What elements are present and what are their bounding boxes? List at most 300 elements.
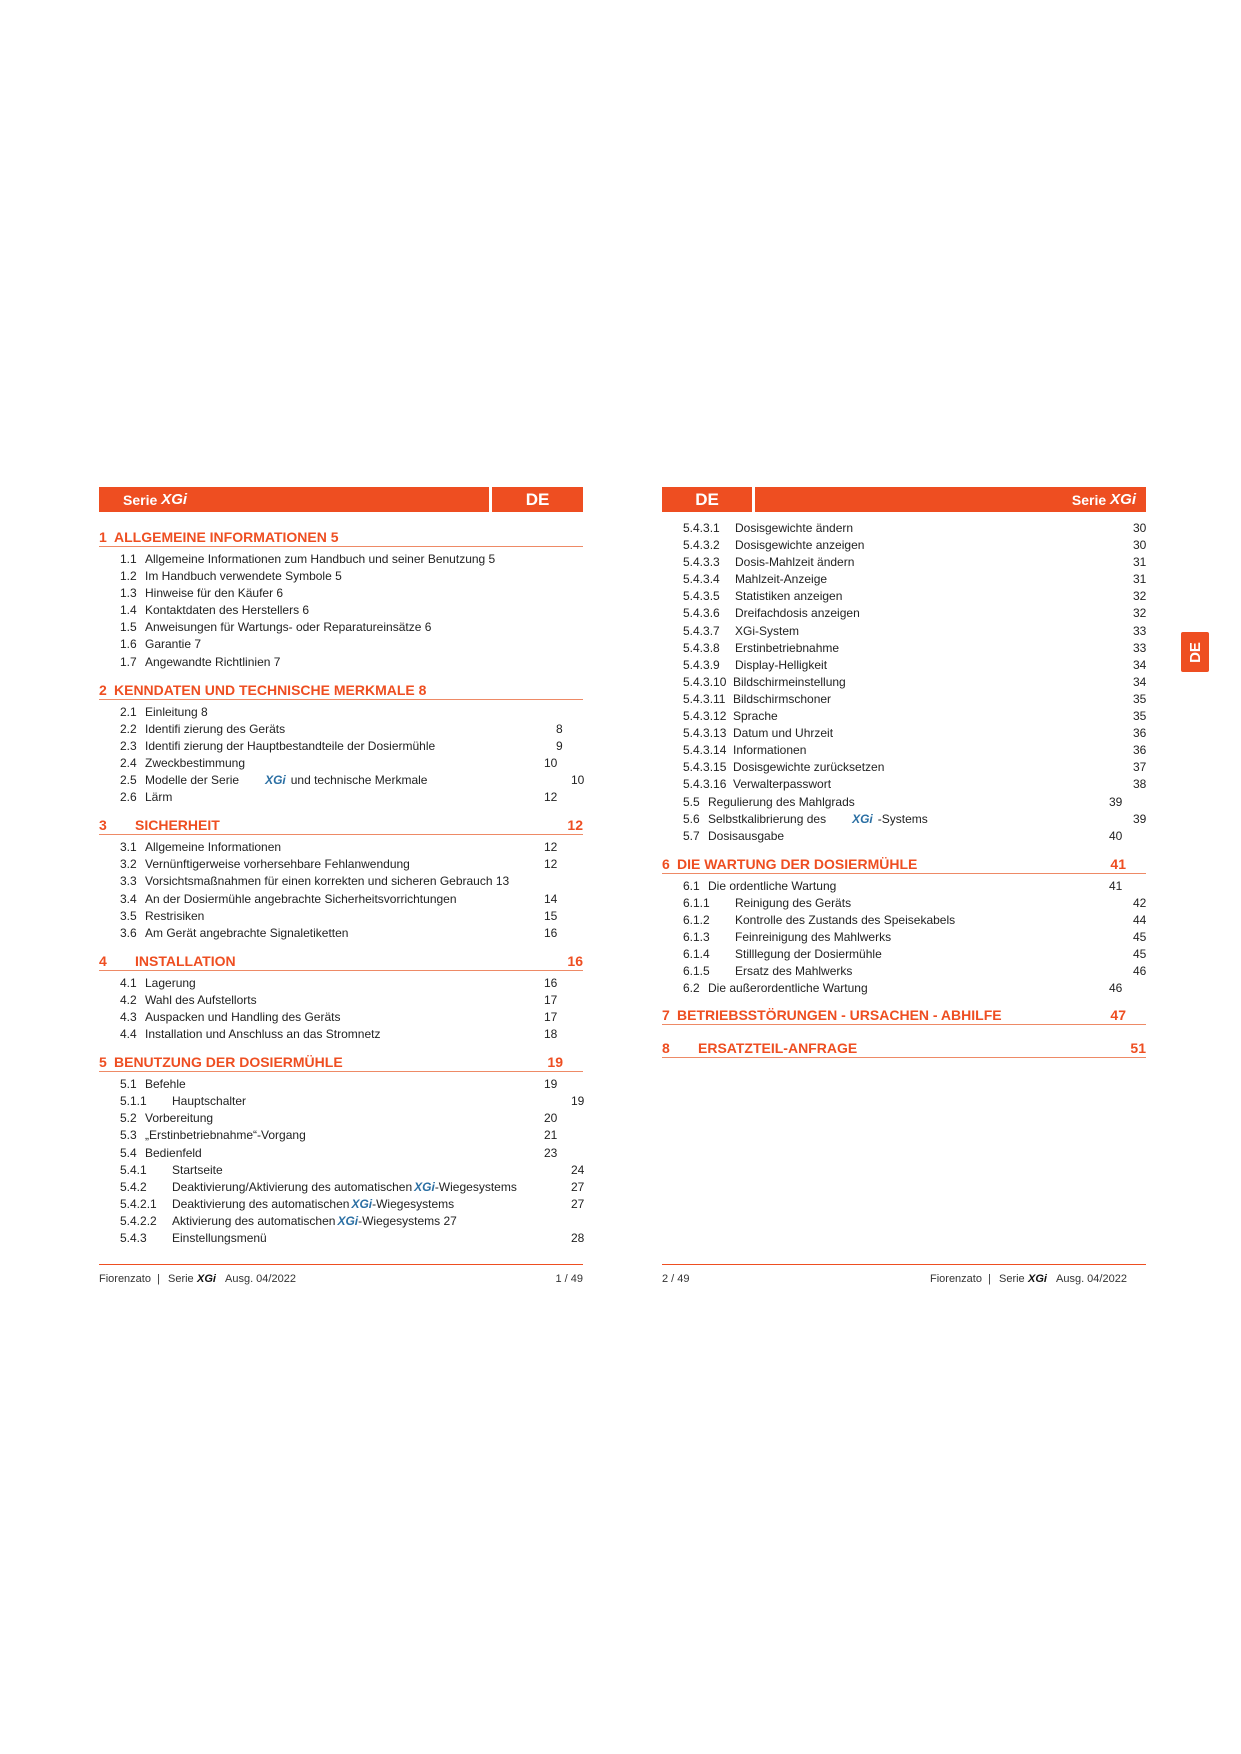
toc-entry[interactable]	[99, 856, 583, 873]
language-code: DE	[525, 489, 550, 509]
entry-page-number: 36	[1133, 743, 1147, 758]
section-entries	[99, 975, 583, 1043]
entry-number: 3.1	[120, 840, 137, 855]
toc-entry[interactable]	[662, 929, 1146, 946]
toc-entry[interactable]	[99, 789, 583, 806]
section-number: 2	[99, 681, 107, 698]
toc-entry[interactable]	[99, 1179, 583, 1196]
entry-text: Auspacken und Handling des Geräts	[145, 1009, 341, 1024]
toc-entry[interactable]	[99, 1213, 583, 1230]
language-side-tab	[1181, 632, 1209, 672]
entry-title	[172, 1214, 457, 1228]
entry-text: Lagerung	[145, 975, 196, 990]
entry-number: 5.6	[683, 811, 700, 826]
toc-entry[interactable]	[99, 1110, 583, 1127]
entry-title	[733, 726, 833, 740]
entry-number: 5.1	[120, 1077, 137, 1092]
entry-text: XGi-System	[735, 623, 800, 638]
entry-number: 5.3	[120, 1128, 137, 1143]
page-header	[99, 487, 583, 512]
entry-title	[735, 624, 799, 638]
entry-page-number: 34	[1133, 657, 1147, 672]
entry-text: Kontaktdaten des Herstellers 6	[145, 603, 310, 618]
entry-title	[145, 790, 172, 804]
toc-entry[interactable]	[662, 605, 1146, 622]
entry-text: Am Gerät angebrachte Signaletiketten	[145, 925, 349, 940]
entry-page-number: 8	[556, 721, 563, 736]
entry-number: 4.1	[120, 975, 137, 990]
entry-text: Lärm	[145, 790, 173, 805]
entry-title	[172, 1180, 517, 1194]
entry-title	[733, 743, 806, 757]
entry-title	[735, 521, 853, 535]
toc-entry[interactable]	[662, 776, 1146, 793]
entry-number: 5.4.3.2	[683, 538, 720, 553]
toc-entry[interactable]	[99, 839, 583, 856]
toc-entry[interactable]	[99, 654, 583, 671]
footer-separator: |	[988, 1273, 991, 1285]
section-heading[interactable]	[99, 1052, 583, 1072]
toc-entry[interactable]	[662, 708, 1146, 725]
toc-entry[interactable]	[662, 571, 1146, 588]
entry-text: Dosisgewichte anzeigen	[735, 538, 865, 553]
entry-title	[735, 913, 955, 927]
toc-entry[interactable]	[662, 623, 1146, 640]
toc-entry[interactable]	[99, 1009, 583, 1026]
entry-number: 4.2	[120, 992, 137, 1007]
entry-number: 1.2	[120, 569, 137, 584]
entry-text: Hinweise für den Käufer 6	[145, 586, 284, 601]
entry-number: 6.1	[683, 878, 700, 893]
section-number: 7	[662, 1007, 670, 1024]
entry-title	[145, 892, 457, 906]
entry-number: 6.1.5	[683, 964, 710, 979]
footer-right	[662, 1264, 1146, 1289]
language-box	[492, 487, 583, 512]
entry-text: Vorbereitung	[145, 1111, 214, 1126]
entry-title	[145, 756, 245, 770]
entry-page-number: 32	[1133, 606, 1147, 621]
entry-text: Einstellungsmenü	[172, 1231, 267, 1245]
toc-entry[interactable]	[99, 975, 583, 992]
entry-title	[735, 606, 860, 620]
entry-text: Aktivierung des automatischen	[172, 1213, 336, 1228]
section-entries	[99, 704, 583, 807]
entry-page-number: 27	[571, 1179, 585, 1194]
inline-xgi-logo: XGi	[414, 1179, 435, 1194]
section-heading[interactable]	[99, 527, 583, 547]
entry-text-suffix: -Wiegesystems	[372, 1196, 455, 1211]
entry-number: 5.4.3.5	[683, 589, 720, 604]
entry-page-number: 12	[544, 840, 558, 855]
entry-page-number: 21	[544, 1128, 558, 1143]
entry-text: Bildschirmschoner	[733, 691, 832, 706]
entry-page-number: 38	[1133, 777, 1147, 792]
entry-text: Vorsichtsmaßnahmen für einen korrekten und sicheren Gebrauch 13	[145, 874, 510, 889]
entry-page-number: 45	[1133, 930, 1147, 945]
entry-text: Regulierung des Mahlgrads	[708, 794, 855, 809]
entry-page-number: 33	[1133, 640, 1147, 655]
entry-title	[172, 1163, 223, 1177]
entry-page-number: 35	[1133, 691, 1147, 706]
entry-number: 3.6	[120, 925, 137, 940]
footer-left	[99, 1264, 583, 1289]
inline-xgi-logo: XGi	[852, 811, 873, 826]
entry-number: 5.4.2.2	[120, 1213, 157, 1228]
toc-entry[interactable]	[99, 738, 583, 755]
entry-title	[145, 569, 342, 583]
entry-title	[735, 658, 827, 672]
section-page-number: 41	[1110, 855, 1126, 872]
entry-number: 5.4.3.12	[683, 709, 727, 724]
entry-page-number: 37	[1133, 760, 1147, 775]
toc-entry[interactable]	[99, 1093, 583, 1110]
section-entries	[99, 551, 583, 671]
toc-entry[interactable]	[662, 520, 1146, 537]
toc-entry[interactable]	[662, 794, 1146, 811]
entry-text: Identifi zierung der Hauptbestandteile der Dosiermühle	[145, 738, 436, 753]
toc-entry[interactable]	[662, 657, 1146, 674]
entry-number: 2.2	[120, 721, 137, 736]
entry-page-number: 10	[571, 773, 585, 788]
section-heading[interactable]	[99, 680, 583, 700]
entry-title	[145, 1111, 213, 1125]
section-page-number: 19	[547, 1054, 563, 1071]
entry-text: Wahl des Aufstellorts	[145, 992, 257, 1007]
entry-page-number: 28	[571, 1231, 585, 1245]
entry-page-number: 44	[1133, 912, 1147, 927]
footer-xgi-logo: XGi	[1028, 1273, 1047, 1285]
toc-entry[interactable]	[99, 755, 583, 772]
footer-page-number: 1 / 49	[555, 1273, 583, 1285]
entry-page-number: 42	[1133, 895, 1147, 910]
entry-page-number: 14	[544, 891, 558, 906]
entry-title	[145, 1128, 306, 1142]
toc-entry[interactable]	[662, 946, 1146, 963]
toc-entry[interactable]	[99, 1230, 583, 1247]
entry-text: Informationen	[733, 743, 807, 758]
entry-text: Angewandte Richtlinien 7	[145, 654, 281, 669]
language-box	[662, 487, 752, 512]
entry-text: Reinigung des Geräts	[735, 895, 852, 910]
entry-text: Restrisiken	[145, 908, 205, 923]
footer-separator: |	[157, 1273, 160, 1285]
toc-entry[interactable]	[662, 980, 1146, 997]
section-title: KENNDATEN UND TECHNISCHE MERKMALE 8	[114, 681, 427, 698]
series-label: Serie	[123, 491, 158, 508]
page-header	[662, 487, 1146, 512]
entry-page-number: 17	[544, 1009, 558, 1024]
toc-entry[interactable]	[99, 619, 583, 636]
toc-entry[interactable]	[662, 554, 1146, 571]
toc-entry[interactable]	[99, 1026, 583, 1043]
entry-text: Bildschirmeinstellung	[733, 674, 846, 689]
toc-page-right	[662, 487, 1146, 1062]
toc-entry[interactable]	[99, 704, 583, 721]
entry-number: 5.1.1	[120, 1094, 147, 1109]
entry-number: 4.4	[120, 1027, 137, 1042]
entry-title	[145, 1146, 202, 1160]
toc-entry[interactable]	[99, 551, 583, 568]
entry-page-number: 32	[1133, 589, 1147, 604]
entry-page-number: 19	[571, 1094, 585, 1109]
entry-title	[733, 760, 884, 774]
section-entries	[99, 1076, 583, 1247]
entry-text: Identifi zierung des Geräts	[145, 721, 286, 736]
toc-entry[interactable]	[99, 1162, 583, 1179]
section-title: SICHERHEIT	[135, 817, 220, 834]
inline-xgi-logo: XGi	[265, 773, 286, 788]
entry-title	[708, 879, 836, 893]
entry-number: 5.4.1	[120, 1162, 147, 1177]
entry-number: 2.6	[120, 790, 137, 805]
entry-text: Erstinbetriebnahme	[735, 640, 840, 655]
toc-entry[interactable]	[99, 602, 583, 619]
entry-text: Bedienfeld	[145, 1145, 202, 1160]
entry-title	[735, 947, 882, 961]
section-title: DIE WARTUNG DER DOSIERMÜHLE	[677, 855, 918, 872]
section-heading[interactable]	[662, 854, 1146, 874]
toc-entry[interactable]	[662, 725, 1146, 742]
entry-text-suffix: und technische Merkmale	[290, 773, 428, 788]
entry-text-suffix: -Wiegesystems 27	[358, 1213, 457, 1228]
entry-number: 5.4.3.8	[683, 640, 720, 655]
toc-entry[interactable]	[662, 588, 1146, 605]
entry-text: Garantie 7	[145, 637, 202, 652]
entry-page-number: 15	[544, 908, 558, 923]
toc-entry[interactable]	[99, 772, 583, 789]
entry-title	[145, 637, 201, 651]
entry-text: Allgemeine Informationen	[145, 840, 282, 855]
entry-title	[733, 709, 778, 723]
footer-xgi-logo: XGi	[197, 1273, 216, 1285]
entry-text: Die außerordentliche Wartung	[708, 981, 868, 996]
entry-title	[735, 896, 851, 910]
entry-number: 2.3	[120, 738, 137, 753]
toc-entry[interactable]	[662, 691, 1146, 708]
entry-page-number: 30	[1133, 521, 1147, 535]
section-heading[interactable]	[662, 1005, 1146, 1025]
entry-title	[172, 1094, 246, 1108]
entry-number: 2.1	[120, 704, 137, 719]
entry-number: 5.4.3.6	[683, 606, 720, 621]
toc-entry[interactable]	[99, 891, 583, 908]
entry-number: 5.4.3	[120, 1231, 147, 1245]
entry-title	[145, 655, 280, 669]
entry-text: „Erstinbetriebnahme“-Vorgang	[145, 1128, 306, 1143]
entry-text: Im Handbuch verwendete Symbole 5	[145, 569, 342, 584]
entry-number: 5.4.3.1	[683, 521, 720, 535]
entry-text: Installation und Anschluss an das Stromnetz	[145, 1027, 381, 1042]
toc-entry[interactable]	[662, 759, 1146, 776]
entry-text: Stilllegung der Dosiermühle	[735, 947, 882, 962]
section-number: 8	[662, 1040, 670, 1057]
entry-number: 2.4	[120, 755, 137, 770]
entry-text: Startseite	[172, 1162, 223, 1177]
entry-title	[735, 538, 864, 552]
entry-text: Anweisungen für Wartungs- oder Reparatureinsätze 6	[145, 620, 432, 635]
entry-title	[145, 1010, 340, 1024]
section-title: BENUTZUNG DER DOSIERMÜHLE	[114, 1054, 343, 1071]
entry-title	[735, 964, 852, 978]
entry-page-number: 16	[544, 975, 558, 990]
toc-entry[interactable]	[662, 640, 1146, 657]
entry-text: Verwalterpasswort	[733, 777, 832, 792]
entry-text: Dosis-Mahlzeit ändern	[735, 555, 855, 570]
entry-title	[145, 857, 410, 871]
entry-number: 5.4.3.3	[683, 555, 720, 570]
entry-title	[145, 603, 309, 617]
inline-xgi-logo: XGi	[351, 1196, 373, 1211]
toc-entry[interactable]	[99, 636, 583, 653]
entry-number: 5.4.2	[120, 1179, 147, 1194]
entry-page-number: 17	[544, 992, 558, 1007]
xgi-logo: XGi	[161, 491, 188, 508]
entry-number: 6.1.1	[683, 895, 710, 910]
section-number: 3	[99, 817, 107, 834]
entry-text: Deaktivierung des automatischen	[172, 1196, 350, 1211]
toc-entry[interactable]	[662, 912, 1146, 929]
entry-number: 1.5	[120, 620, 137, 635]
entry-number: 5.5	[683, 794, 700, 809]
series-label: Serie	[1071, 491, 1107, 508]
entry-number: 5.4.3.7	[683, 623, 720, 638]
entry-number: 1.4	[120, 603, 137, 618]
entry-page-number: 23	[544, 1145, 558, 1160]
entry-page-number: 40	[1109, 828, 1123, 843]
toc-entry[interactable]	[662, 895, 1146, 912]
toc-entry[interactable]	[662, 828, 1146, 845]
entry-page-number: 35	[1133, 709, 1147, 724]
entry-text: Ersatz des Mahlwerks	[735, 964, 853, 979]
entry-number: 4.3	[120, 1009, 137, 1024]
entry-page-number: 10	[544, 755, 558, 770]
toc-entry[interactable]	[99, 925, 583, 942]
entry-page-number: 12	[544, 790, 558, 805]
entry-title	[145, 993, 257, 1007]
toc-entry[interactable]	[99, 992, 583, 1009]
entry-title	[145, 773, 427, 787]
entry-title	[735, 555, 854, 569]
entry-text: Dosisausgabe	[708, 828, 785, 843]
entry-title	[145, 926, 348, 940]
entry-number: 5.4.3.15	[683, 760, 727, 775]
entry-number: 5.4.3.13	[683, 726, 727, 741]
section-heading[interactable]	[99, 951, 583, 971]
entry-number: 6.1.3	[683, 930, 710, 945]
entry-title	[708, 981, 868, 995]
entry-number: 3.3	[120, 874, 137, 889]
side-tab-label: DE	[1186, 641, 1204, 663]
toc-entry[interactable]	[662, 811, 1146, 828]
toc-entry[interactable]	[99, 1076, 583, 1093]
toc-entry[interactable]	[99, 908, 583, 925]
language-code: DE	[695, 489, 719, 509]
footer-edition: Ausg. 04/2022	[225, 1273, 296, 1285]
toc-entry[interactable]	[662, 963, 1146, 980]
entry-title	[145, 739, 435, 753]
footer-series: Serie	[168, 1273, 194, 1285]
toc-entry[interactable]	[99, 1196, 583, 1213]
section-heading[interactable]	[99, 815, 583, 835]
entry-page-number: 9	[556, 738, 563, 753]
toc-page-left	[99, 487, 583, 1247]
toc-entry[interactable]	[99, 721, 583, 738]
toc-entry[interactable]	[99, 1145, 583, 1162]
footer-edition: Ausg. 04/2022	[1056, 1273, 1127, 1285]
entry-text: Datum und Uhrzeit	[733, 726, 834, 741]
entry-title	[145, 552, 495, 566]
continued-entries	[662, 520, 1146, 845]
entry-page-number: 16	[544, 925, 558, 940]
toc-entry[interactable]	[99, 873, 583, 890]
entry-text: Modelle der Serie	[145, 773, 240, 788]
entry-number: 5.4.3.11	[683, 691, 726, 706]
footer-company: Fiorenzato	[99, 1273, 151, 1285]
toc-entry[interactable]	[99, 568, 583, 585]
section-number: 6	[662, 855, 670, 872]
section-number: 4	[99, 952, 107, 969]
entry-number: 1.3	[120, 586, 137, 601]
entry-title	[733, 777, 831, 791]
entry-title	[735, 930, 891, 944]
entry-page-number: 12	[544, 857, 558, 872]
entry-number: 6.1.4	[683, 947, 710, 962]
toc-entry[interactable]	[99, 585, 583, 602]
entry-page-number: 30	[1133, 538, 1147, 553]
xgi-logo: XGi	[1110, 491, 1136, 508]
entry-text: Statistiken anzeigen	[735, 589, 843, 604]
section-number: 5	[99, 1054, 107, 1071]
entry-text: Allgemeine Informationen zum Handbuch und seiner Benutzung 5	[145, 552, 496, 566]
entry-title	[735, 572, 827, 586]
entry-title	[172, 1197, 454, 1211]
entry-page-number: 41	[1109, 878, 1123, 893]
entry-page-number: 46	[1133, 964, 1147, 979]
entry-number: 5.4.3.10	[683, 674, 727, 689]
entry-page-number: 20	[544, 1111, 558, 1126]
entry-text: Vernünftigerweise vorhersehbare Fehlanwendung	[145, 857, 410, 872]
toc-entry[interactable]	[662, 878, 1146, 895]
entry-number: 3.5	[120, 908, 137, 923]
entry-number: 3.4	[120, 891, 137, 906]
toc-entry[interactable]	[662, 537, 1146, 554]
toc-entry[interactable]	[662, 742, 1146, 759]
section-heading[interactable]	[662, 1038, 1146, 1058]
entry-text: Mahlzeit-Anzeige	[735, 572, 828, 587]
entry-number: 1.1	[120, 552, 137, 566]
entry-title	[708, 829, 784, 843]
entry-page-number: 24	[571, 1162, 585, 1177]
entry-text: Sprache	[733, 709, 778, 724]
entry-text: Kontrolle des Zustands des Speisekabels	[735, 912, 956, 927]
toc-entry[interactable]	[662, 674, 1146, 691]
toc-body	[99, 527, 583, 1247]
entry-text: Befehle	[145, 1077, 186, 1092]
section-title: ALLGEMEINE INFORMATIONEN 5	[114, 529, 339, 545]
entry-page-number: 45	[1133, 947, 1147, 962]
entry-number: 5.4.3.14	[683, 743, 727, 758]
toc-entry[interactable]	[99, 1127, 583, 1144]
section-entries	[662, 878, 1146, 998]
entry-text: Feinreinigung des Mahlwerks	[735, 930, 892, 945]
section-entries	[99, 839, 583, 942]
entry-page-number: 33	[1133, 623, 1147, 638]
entry-title	[172, 1231, 267, 1245]
entry-title	[145, 586, 283, 600]
entry-number: 5.4.2.1	[120, 1196, 157, 1211]
entry-text: Deaktivierung/Aktivierung des automatischen	[172, 1179, 413, 1194]
